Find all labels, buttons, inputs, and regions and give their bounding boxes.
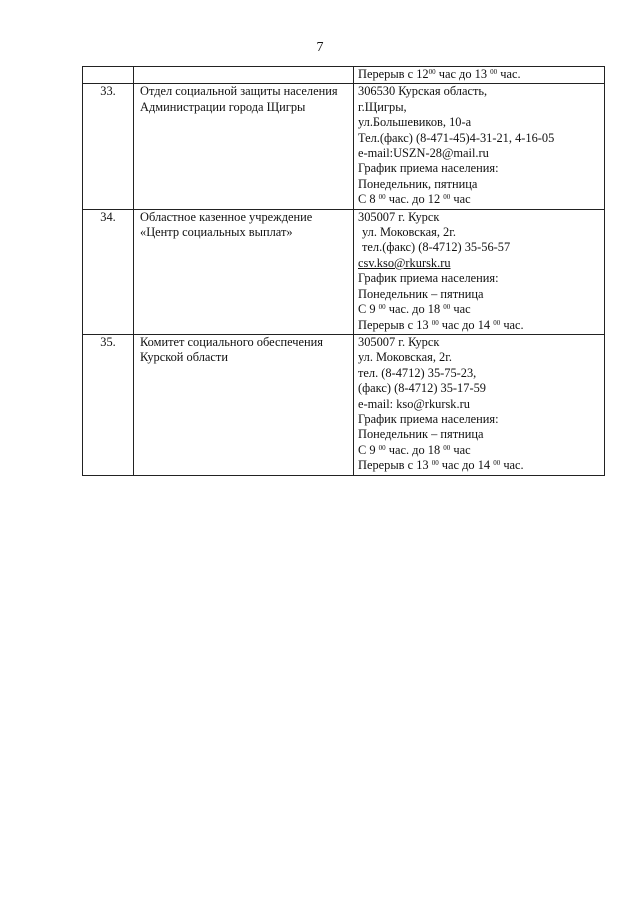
address-line: ул. Моковская, 2г.	[362, 225, 456, 240]
break-line: Перерыв с 13 $^{00}$ час до 14 $^{00}$ час.	[358, 458, 524, 473]
address-line: 305007 г. Курск	[358, 334, 440, 349]
schedule-days: Понедельник, пятница	[358, 176, 478, 191]
phone-line: тел. (8-4712) 35-75-23,	[358, 365, 477, 380]
row-number-cell	[83, 67, 134, 84]
hours-line: С 9 $^{00}$ час. до 18 $^{00}$ час	[358, 302, 471, 317]
row-number: 35.	[83, 334, 134, 475]
schedule-title: График приема населения:	[358, 161, 499, 176]
org-name-line: «Центр социальных выплат»	[140, 225, 293, 240]
org-info-cell	[354, 334, 605, 475]
org-name-cell	[134, 84, 354, 209]
org-info-cell	[354, 209, 605, 334]
org-name-line: Курской области	[140, 350, 228, 365]
phone-line: тел.(факс) (8-4712) 35-56-57	[362, 240, 511, 255]
org-name-line: Отдел социальной защиты населения	[140, 84, 338, 99]
org-name-cell	[134, 334, 354, 475]
org-name-cell	[134, 209, 354, 334]
email-link[interactable]: csv.kso@rkursk.ru	[358, 255, 451, 270]
schedule-title: График приема населения:	[358, 271, 499, 286]
email-line[interactable]: e-mail: kso@rkursk.ru	[358, 396, 470, 411]
address-line: 305007 г. Курск	[358, 209, 440, 224]
address-line: 306530 Курская область,	[358, 84, 488, 99]
email-line[interactable]: e-mail:USZN-28@mail.ru	[358, 146, 489, 161]
address-line: ул. Моковская, 2г.	[358, 350, 452, 365]
org-name-line: Комитет социального обеспечения	[140, 334, 323, 349]
schedule-days: Понедельник – пятница	[358, 427, 484, 442]
table-row	[83, 334, 605, 475]
org-info-cell	[354, 84, 605, 209]
schedule-title: График приема населения:	[358, 411, 499, 426]
fax-line: (факс) (8-4712) 35-17-59	[358, 381, 486, 396]
schedule-days: Понедельник – пятница	[358, 286, 484, 301]
break-line: Перерыв с 13 $^{00}$ час до 14 $^{00}$ час.	[358, 317, 524, 332]
table-row-continued	[83, 67, 605, 84]
row-number: 34.	[83, 209, 134, 334]
phone-line: Тел.(факс) (8-471-45)4-31-21, 4-16-05	[358, 130, 555, 145]
org-name-line: Администрации города Щигры	[140, 99, 306, 114]
org-name-line: Областное казенное учреждение	[140, 209, 313, 224]
org-name-cell	[134, 67, 354, 84]
address-line: г.Щигры,	[358, 99, 407, 114]
address-line: ул.Большевиков, 10-а	[358, 115, 472, 130]
hours-line: С 8 $^{00}$ час. до 12 $^{00}$ час	[358, 192, 471, 207]
organizations-table	[82, 66, 605, 476]
table-row	[83, 84, 605, 209]
page-number: 7	[316, 40, 324, 55]
org-info-cell	[354, 67, 605, 84]
hours-line: С 9 $^{00}$ час. до 18 $^{00}$ час	[358, 442, 471, 457]
row-number: 33.	[83, 84, 134, 209]
break-line: Перерыв с $12^{00}$ час до 13 $^{00}$ час.	[358, 67, 521, 81]
table-row	[83, 209, 605, 334]
